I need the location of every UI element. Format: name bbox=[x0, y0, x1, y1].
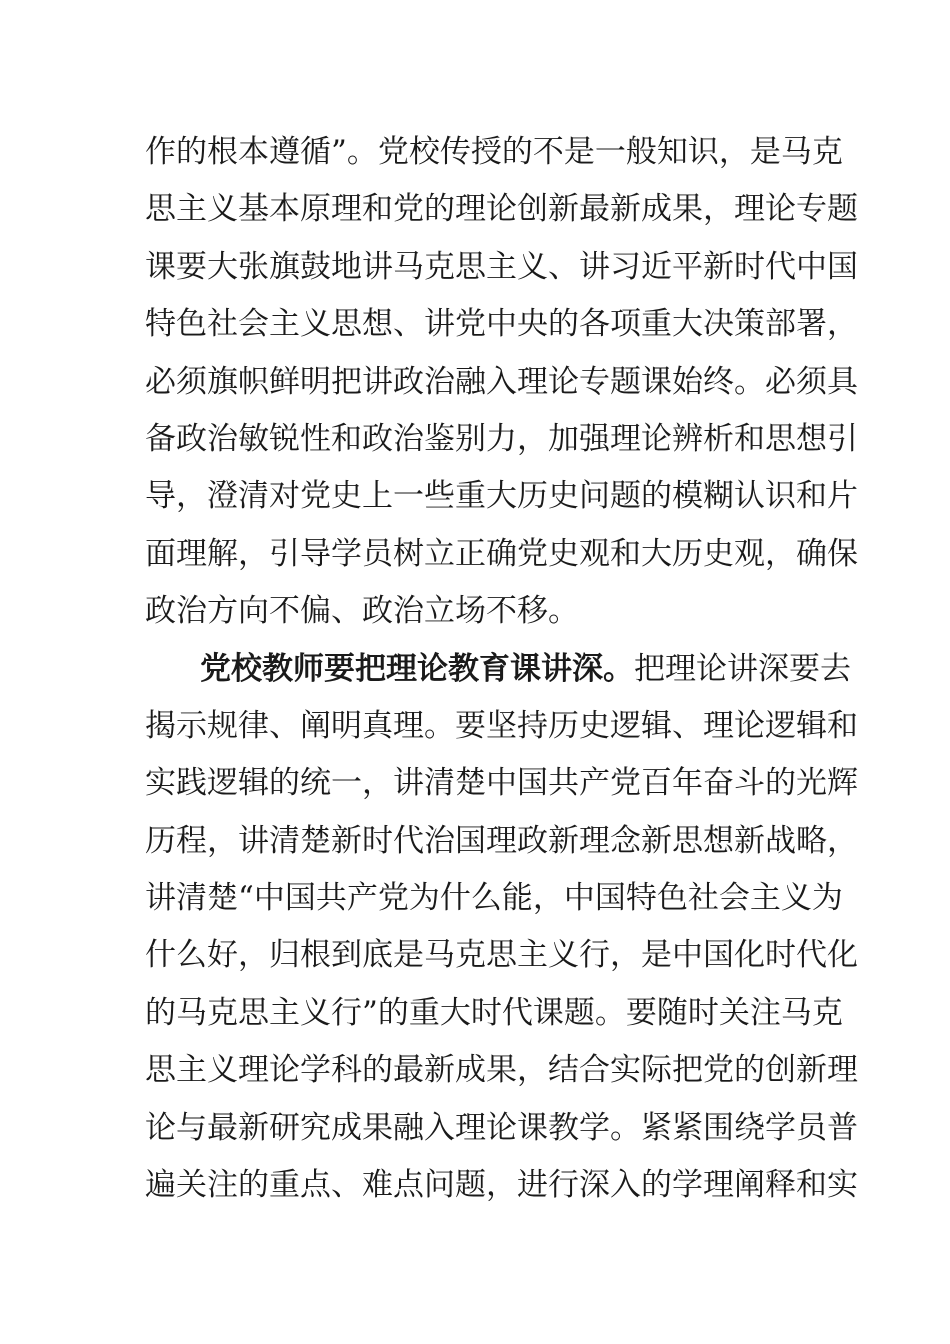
text-line: 思主义基本原理和党的理论创新最新成果，理论专题 bbox=[145, 191, 858, 228]
text-line: 论与最新研究成果融入理论课教学。紧紧围绕学员普 bbox=[145, 1109, 858, 1146]
text-line: 实践逻辑的统一，讲清楚中国共产党百年奋斗的光辉 bbox=[145, 765, 858, 802]
body-text bbox=[145, 124, 858, 1214]
paragraph-2-first-line bbox=[145, 641, 851, 698]
text-line: 课要大张旗鼓地讲马克思主义、讲习近平新时代中国 bbox=[145, 248, 858, 285]
paragraph-2 bbox=[145, 641, 858, 1215]
text-line: 遍关注的重点、难点问题，进行深入的学理阐释和实 bbox=[145, 1167, 858, 1204]
text-line: 导，澄清对党史上一些重大历史问题的模糊认识和片 bbox=[145, 478, 858, 515]
text-line: 什么好，归根到底是马克思主义行，是中国化时代化 bbox=[145, 937, 858, 974]
text-line: 思主义理论学科的最新成果，结合实际把党的创新理 bbox=[145, 1052, 858, 1089]
text-line: 作的根本遵循”。党校传授的不是一般知识，是马克 bbox=[145, 134, 843, 170]
text-line: 备政治敏锐性和政治鉴别力，加强理论辨析和思想引 bbox=[145, 420, 858, 457]
text-line: 必须旗帜鲜明把讲政治融入理论专题课始终。必须具 bbox=[145, 363, 858, 400]
text-line: 的马克思主义行”的重大时代课题。要随时关注马克 bbox=[145, 994, 843, 1031]
text-line: 历程，讲清楚新时代治国理政新理念新思想新战略， bbox=[145, 822, 858, 859]
paragraph-heading: 党校教师要把理论教育课讲深。 bbox=[200, 650, 634, 687]
text-line: 揭示规律、阐明真理。要坚持历史逻辑、理论逻辑和 bbox=[145, 707, 858, 744]
text-segment: 把理论讲深要去 bbox=[634, 650, 851, 687]
text-line: 面理解，引导学员树立正确党史观和大历史观，确保 bbox=[145, 535, 858, 572]
text-line: 特色社会主义思想、讲党中央的各项重大决策部署， bbox=[145, 306, 858, 343]
text-line: 政治方向不偏、政治立场不移。 bbox=[145, 593, 579, 630]
paragraph-1 bbox=[145, 124, 858, 641]
text-line: 讲清楚“中国共产党为什么能，中国特色社会主义为 bbox=[145, 880, 843, 917]
